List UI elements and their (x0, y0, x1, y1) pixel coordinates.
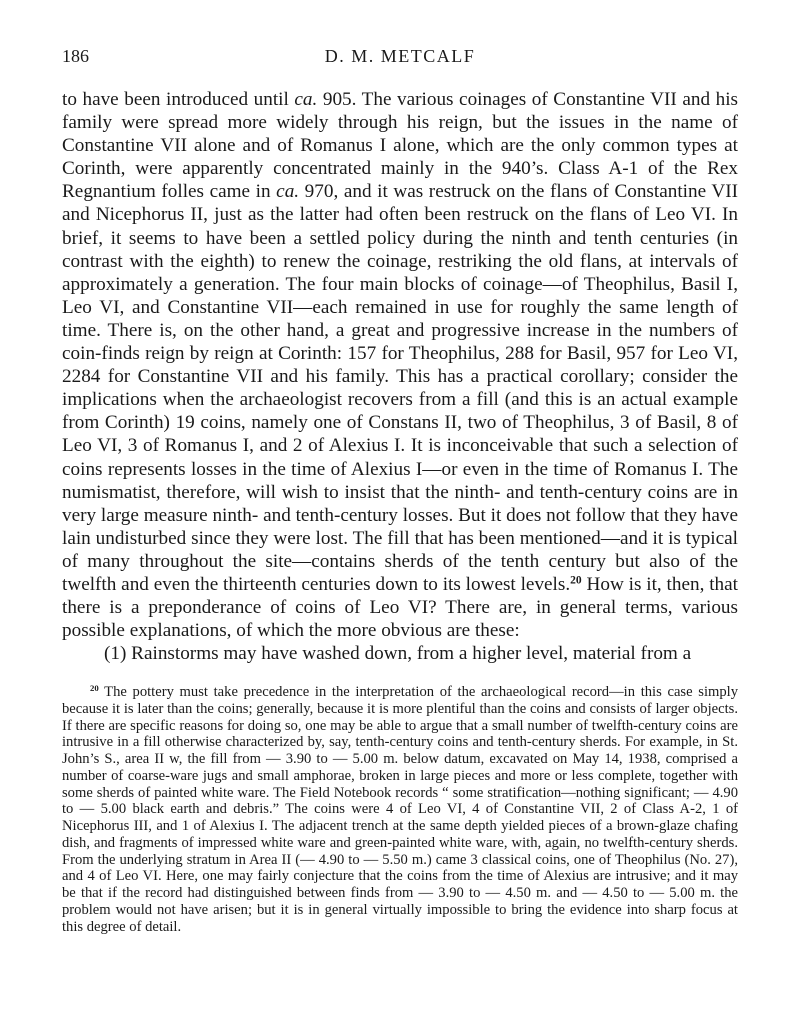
numbered-item: (1) Rainstorms may have washed down, from a higher level, material from a (104, 643, 692, 664)
body-paragraph (62, 88, 738, 642)
page-number: 186 (62, 46, 89, 66)
running-head: D. M. METCALF (324, 46, 476, 66)
text-run: How is it, then, that there is a preponderance of coins of Leo VI? There are, in general terms, various possible explanations, of which the more obvious are these: (62, 573, 738, 642)
footnote-reference: 20 (570, 574, 582, 587)
page-header (62, 46, 738, 72)
footnote (62, 684, 738, 935)
footnote-number: 20 (90, 683, 99, 694)
footnote-text: The pottery must take precedence in the interpretation of the archaeological record—in this case simply because it is later than the coins; generally, because it is more plentiful than the coins and consists of larger objects. If there are specific reasons for doing so, one may be able to argue that a small number of twelfth-century coins are intrusive in a fill otherwise characterized by, say, tenth-century coins and tenth-century sherds. For example, in St. John’s S., area II w, the fill from — 3.90 to — 5.00 m. below datum, excavated on May 14, 1938, comprised a number of coarse-ware jugs and small amphorae, broken in large pieces and more or less complete, together with some sherds of painted white ware. The Field Notebook records “ some stratification—nothing significant; — 4.90 to — 5.00 black earth and debris.” The coins were 4 of Leo VI, 4 of Constantine VII, 2 of Class A-2, 1 of Nicephorus III, and 1 of Alexius I. The adjacent trench at the same depth yielded pieces of a brown-glaze chafing dish, and fragments of impressed white ware and green-painted white ware, with, again, no twelfth-century sherds. From the underlying stratum in Area II (— 4.90 to — 5.50 m.) came 3 classical coins, one of Theophilus (No. 27), and 4 of Leo VI. Here, one may fairly conjecture that the coins from the time of Alexius are intrusive; and it may be that if the record had distinguished between finds from — 3.90 to — 4.50 m. and — 4.50 to — 5.00 m. the problem would not have arisen; but it is in general virtually impossible to bring the evidence into sharp focus at this degree of detail. (62, 684, 738, 935)
text-run: to have been introduced until (62, 89, 295, 110)
text-run: 970, and it was restruck on the flans of Constantine VII and Nicephorus II, just as the latter had often been restruck on the flans of Leo VI. In brief, it seems to have been a settled policy during the ninth and tenth centuries (in contrast with the eighth) to renew the coinage, restriking the old flans, at intervals of approximately a generation. The four main blocks of coinage—of Theophilus, Basil I, Leo VI, and Constantine VII—each remained in use for roughly the same length of time. There is, on the other hand, a great and progressive increase in the numbers of coin-finds reign by reign at Corinth: 157 for Theophilus, 288 for Basil, 957 for Leo VI, 2284 for Constantine VII and his family. This has a practical corollary; consider the implications when the archaeologist recovers from a fill (and this is an actual example from Corinth) 19 coins, namely one of Constans II, two of Theophilus, 3 of Basil, 8 of Leo VI, 3 of Romanus I, and 2 of Alexius I. It is inconceivable that such a selection of coins represents losses in the time of Alexius I—or even in the time of Romanus I. The numismatist, therefore, will wish to insist that the ninth- and tenth-century coins are in very large measure ninth- and tenth-century losses. But it does not follow that they have lain undisturbed since they were lost. The fill that has been mentioned—and it is typical of many throughout the site—contains sherds of the tenth century but also of the twelfth and even the thirteenth centuries down to its lowest levels. (62, 181, 738, 595)
text-run: 905. The various coinages of Constantine VII and his family were spread more widely through his reign, but the issues in the name of Constantine VII alone and of Romanus I alone, which are the only common types at Corinth, were apparently concentrated mainly in the 940’s. Class A-1 of the Rex Regnantium folles came in (62, 89, 738, 203)
italic-abbrev: ca. (276, 181, 300, 203)
italic-abbrev: ca. (294, 89, 318, 110)
